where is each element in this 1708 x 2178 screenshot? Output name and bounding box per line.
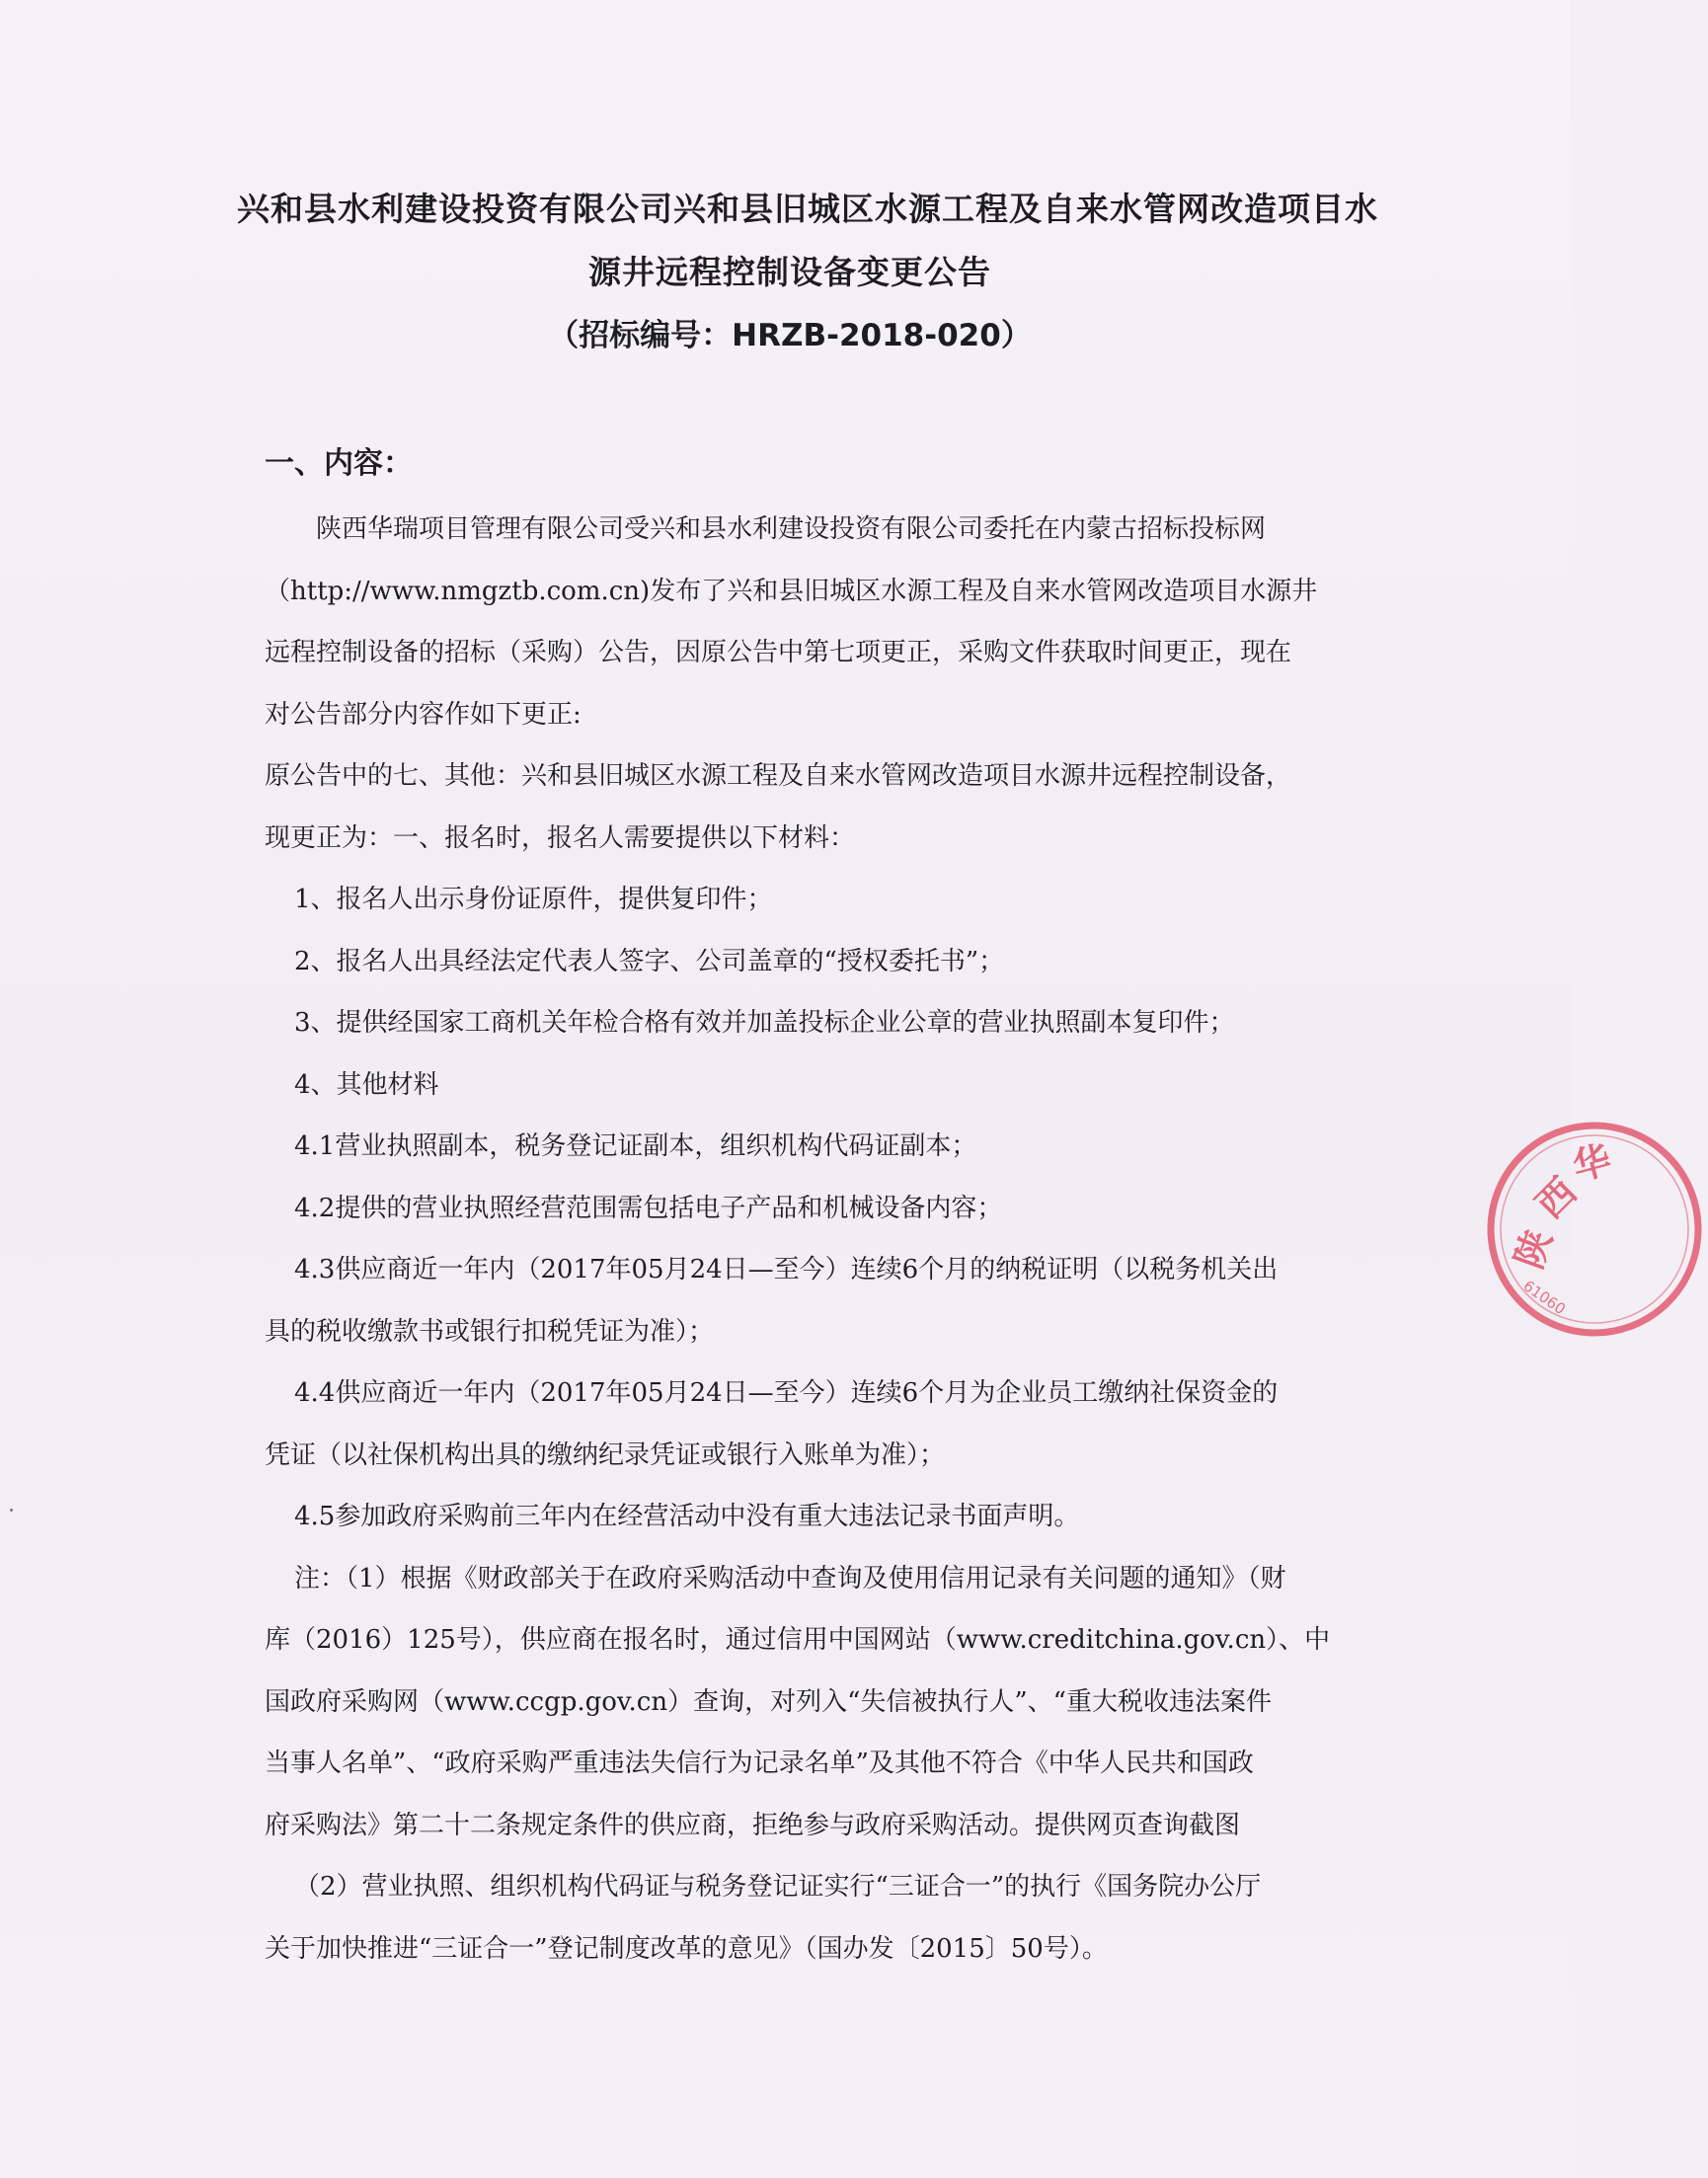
title-line-2: 源井远程控制设备变更公告 (588, 253, 991, 291)
list-item-4-2: 4.2提供的营业执照经营范围需包括电子产品和机械设备内容； (294, 1193, 1003, 1223)
document-body (265, 499, 1341, 1980)
title-line-1: 兴和县水利建设投资有限公司兴和县旧城区水源工程及自来水管网改造项目水 (237, 190, 1378, 228)
list-item-4-5: 4.5参加政府采购前三年内在经营活动中没有重大违法记录书面声明。 (294, 1502, 1080, 1531)
tender-number: （招标编号：HRZB-2018-020） (548, 318, 1032, 353)
paragraph-line: 库（2016）125号），供应商在报名时，通过信用中国网站（www.creditchina.gov.cn）、中 (265, 1625, 1331, 1655)
document-title (237, 178, 1378, 367)
section-heading: 一、内容： (265, 446, 413, 481)
paragraph-line: 远程控制设备的招标（采购）公告，因原公告中第七项更正，采购文件获取时间更正，现在 (265, 638, 1292, 667)
paragraph-original-notice: 原公告中的七、其他：兴和县旧城区水源工程及自来水管网改造项目水源井远程控制设备， (265, 761, 1292, 791)
company-seal-icon (1481, 1116, 1708, 1343)
list-item-2: 2、报名人出具经法定代表人签字、公司盖章的“授权委托书”； (294, 946, 1005, 976)
svg-text:西: 西 (1526, 1168, 1586, 1227)
paragraph-line: 当事人名单”、“政府采购严重违法失信行为记录名单”及其他不符合《中华人民共和国政 (265, 1749, 1254, 1778)
svg-text:华: 华 (1568, 1136, 1616, 1190)
note-2: （2）营业执照、组织机构代码证与税务登记证实行“三证合一”的执行《国务院办公厅 (294, 1872, 1262, 1902)
list-item-3: 3、提供经国家工商机关年检合格有效并加盖投标企业公章的营业执照副本复印件； (294, 1008, 1235, 1038)
paragraph-intro: 陕西华瑞项目管理有限公司受兴和县水利建设投资有限公司委托在内蒙古招标投标网 (316, 514, 1267, 544)
list-item-4-4: 4.4供应商近一年内（2017年05月24日—至今）连续6个月为企业员工缴纳社保资金的 (294, 1378, 1279, 1408)
paragraph-line: 对公告部分内容作如下更正: (265, 699, 582, 730)
paragraph-line: 现更正为：一、报名时，报名人需要提供以下材料： (265, 822, 856, 853)
list-item-4-1: 4.1营业执照副本，税务登记证副本，组织机构代码证副本； (294, 1131, 977, 1161)
paragraph-line: 关于加快推进“三证合一”登记制度改革的意见》（国办发〔2015〕50号）。 (265, 1933, 1108, 1964)
scan-artifact (10, 1509, 13, 1512)
paragraph-line: 具的税收缴款书或银行扣税凭证为准）； (265, 1316, 715, 1347)
note-1: 注：（1）根据《财政部关于在政府采购活动中查询及使用信用记录有关问题的通知》（财 (294, 1563, 1286, 1594)
paragraph-line: （http://www.nmgztb.com.cn)发布了兴和县旧城区水源工程及自来水管网改造项目水源井 (265, 576, 1318, 606)
list-item-4-3: 4.3供应商近一年内（2017年05月24日—至今）连续6个月的纳税证明（以税务机关出 (294, 1255, 1279, 1284)
paragraph-line: 府采购法》第二十二条规定条件的供应商，拒绝参与政府采购活动。提供网页查询截图 (265, 1810, 1241, 1840)
paragraph-line: 凭证（以社保机构出具的缴纳纪录凭证或银行入账单为准）； (265, 1439, 946, 1470)
svg-text:61060: 61060 (1519, 1277, 1569, 1319)
paragraph-line: 国政府采购网（www.ccgp.gov.cn）查询，对列入“失信被执行人”、“重大税收违法案件 (265, 1686, 1272, 1717)
svg-text:陕: 陕 (1506, 1223, 1561, 1275)
list-item-1: 1、报名人出示身份证原件，提供复印件； (294, 885, 773, 914)
list-item-4: 4、其他材料 (294, 1069, 439, 1100)
